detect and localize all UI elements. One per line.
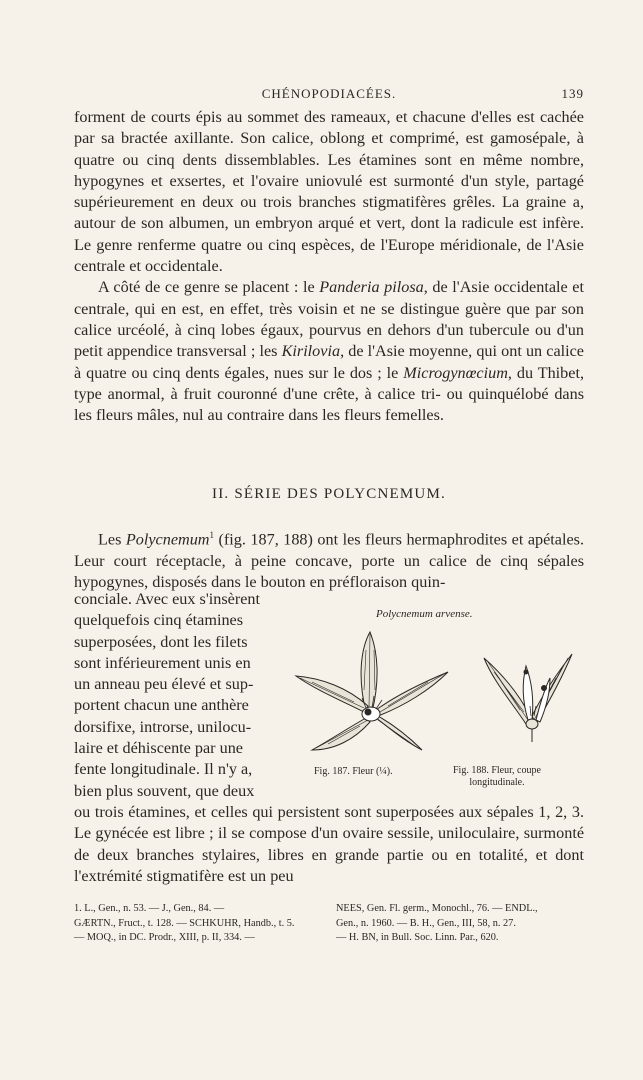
narrow-line: superposées, dont les filets — [74, 632, 248, 651]
figure-188-caption — [453, 765, 541, 789]
paragraph-2-text: , du Thibet, type anormal, à fruit couronné d'une crête, à calice tri- ou quinquélobé dans les fleurs mâles, nul au contraire dans les fleurs femelles. — [74, 363, 585, 425]
paragraph-3-end: ou trois étamines, et celles qui persistent sont superposées aux sépales 1, 2, 3. Le gynécée est libre ; il se compose d'un ovaire sessile, uniloculaire, surmonté de deux branches stylaires, libres en grande partie ou en totalité, et dont l'extrémité stigmatifère est un peu — [74, 803, 584, 885]
taxon-panderia: Panderia pilosa — [319, 278, 424, 297]
narrow-line: portent chacun une anthère — [74, 696, 249, 715]
narrow-line: un anneau peu élevé et sup- — [74, 675, 254, 694]
taxon-microgynoecium: Microgynœcium — [403, 363, 508, 382]
taxon-kirilovia: Kirilovia — [281, 342, 341, 361]
figure-188-caption-line: Fig. 188. Fleur, coupe — [453, 765, 541, 776]
paragraph-1: forment de courts épis au sommet des rameaux, et chacune d'elles est cachée par sa bractée axillante. Son calice, oblong et comprimé, est gamosépale, à quatre ou cinq dents dissemblables. Les étamines sont en même nombre, hypogynes et exsertes, et l'ovaire uniovulé est surmonté d'un style, partagé supérieurement en deux ou trois branches stigmatifères grêles. La graine a, autour de son albumen, un embryon arqué et vert, dont la radicule est infère. Le genre renferme quatre ou cinq espèces, de l'Europe méridionale, de l'Asie centrale et occidentale. — [74, 108, 584, 276]
footnote-ref: 1 — [209, 530, 214, 540]
paragraph-3-narrow-column — [74, 589, 282, 802]
paragraph-3-continuation — [74, 802, 584, 887]
narrow-line: fente longitudinale. Il n'y a, — [74, 760, 253, 779]
narrow-line: laire et déhiscente par une — [74, 739, 243, 758]
botanical-illustration — [288, 620, 588, 760]
figure-188-caption-line: longitudinale. — [469, 777, 525, 788]
paragraph-3-text: (fig. 187, 188) ont les fleurs hermaphrodites et apétales. Leur court réceptacle, à peine concave, porte un calice de cinq sépales hypogynes, disposés dans le bouton en préfloraison quin- — [74, 530, 584, 591]
section-heading: II. SÉRIE DES POLYCNEMUM. — [212, 486, 446, 502]
footnotes-right-column — [336, 902, 584, 946]
taxon-polycnemum: Polycnemum — [125, 530, 210, 549]
paragraph-3-first-lines — [74, 525, 584, 593]
running-title: CHÉNOPODIACÉES. — [261, 86, 397, 101]
running-head — [74, 86, 584, 106]
paragraph-3-intro — [74, 525, 584, 593]
footnote-line: — MOQ., in DC. Prodr., XIII, p. II, 334. — — [74, 932, 255, 943]
narrow-line: dorsifixe, introrse, unilocu- — [74, 717, 252, 736]
footnote-line: Gen., n. 1960. — B. H., Gen., III, 58, n. 27. — [336, 917, 516, 929]
footnote-line: 1. L., Gen., n. 53. — J., Gen., 84. — — [74, 903, 225, 914]
narrow-line: sont inférieurement unis en — [74, 653, 251, 672]
page-number: 139 — [561, 86, 584, 101]
narrow-line: conciale. Avec eux s'insèrent — [74, 590, 260, 608]
footnote-line: — H. BN, in Bull. Soc. Linn. Par., 620. — [336, 932, 499, 943]
flower-188-section-drawing — [484, 654, 572, 742]
paragraph-2-text: A côté de ce genre se placent : le — [98, 278, 320, 297]
paragraph-2-text: , de l'Asie moyenne, qui ont un calice à quatre ou cinq dents égales, nues sur le dos ; le — [74, 342, 584, 382]
footnote-line: NEES, Gen. Fl. germ., Monochl., 76. — ENDL., — [336, 903, 538, 914]
narrow-line: quelquefois cinq étamines — [74, 611, 244, 630]
paragraph-3-text: Les — [98, 530, 126, 549]
paragraph-2 — [74, 277, 584, 426]
flower-187-drawing — [296, 632, 448, 750]
narrow-line: bien plus souvent, que deux — [74, 781, 255, 800]
paragraph-2-text: , de l'Asie occidentale et centrale, qui en est, en effet, très voisin et ne se distingue guère que par son calice urcéolé, à cinq lobes égaux, pourvus en dehors d'un tubercule ou d'un petit appendice transversal ; les — [74, 278, 584, 361]
figure-title: Polycnemum arvense. — [376, 608, 473, 620]
footnote-line: GÆRTN., Fruct., t. 128. — SCHKUHR, Handb., t. 5. — [74, 917, 295, 929]
body-text-top — [74, 107, 584, 426]
footnotes-left-column — [74, 902, 322, 946]
figure-187-caption: Fig. 187. Fleur (¼). — [314, 766, 393, 777]
